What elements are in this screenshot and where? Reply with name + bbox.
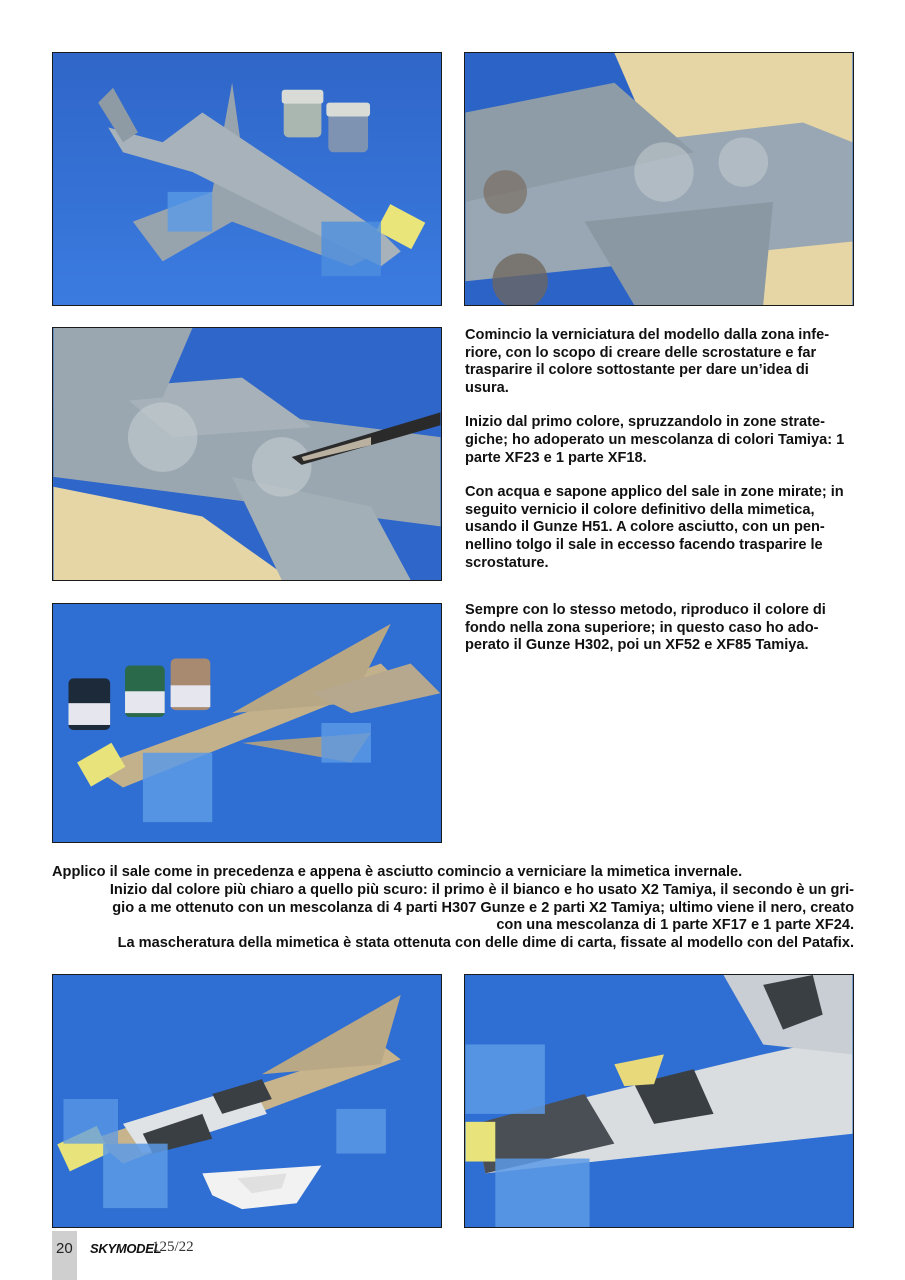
text-line: gio a me ottenuto con un mescolanza di 4 parti H307 Gunze e 2 parti X2 Tamiya; ultimo viene il nero, creato (112, 899, 854, 916)
paragraph: Con acqua e sapone applico del sale in zone mirate; in seguito vernicio il colore definitivo della mimetica, usando il Gunze H51. A colore asciutto, con un pen-nellino tolgo il sale in eccesso facendo trasparire le scrostature. (465, 484, 844, 571)
text-line: La mascheratura della mimetica è stata ottenuta con delle dime di carta, fissate al modello con del Patafix. (117, 935, 854, 952)
photo-image (53, 604, 441, 842)
paragraph: Sempre con lo stesso metodo, riproduco il colore di fondo nella zona superiore; in questo caso ho ado-perato il Gunze H302, poi un XF52 e XF85 Tamiya. (465, 602, 826, 654)
body-text-wide (52, 864, 854, 953)
photo-upper-surface-camo-with-paint-jars (52, 603, 442, 843)
photo-underside-gray-base-with-paint-jars (52, 52, 442, 306)
photo-image (465, 975, 853, 1227)
page-number: 20 (56, 1240, 73, 1257)
photo-underside-closeup-chipping (464, 52, 854, 306)
photo-image (53, 328, 441, 580)
text-line: Inizio dal colore più chiaro a quello più scuro: il primo è il bianco e ho usato X2 Tamiya, il secondo è un gri- (109, 881, 854, 898)
photo-image (53, 975, 441, 1227)
body-text-column-2 (465, 602, 855, 672)
logo-sky: SKY (90, 1241, 116, 1256)
photo-underside-airbrush-detail (52, 327, 442, 581)
photo-image (465, 53, 853, 305)
photo-winter-camo-closeup (464, 974, 854, 1228)
body-text-column-1 (465, 327, 855, 589)
magazine-logo (90, 1241, 161, 1256)
paragraph: Comincio la verniciatura del modello dalla zona infe-riore, con lo scopo di creare delle scrostature e far trasparire il colore sottostante per dare un’idea di usura. (465, 327, 830, 396)
issue-number: 125/22 (152, 1239, 194, 1255)
text-line: Applico il sale come in precedenza e appena è asciutto comincio a verniciare la mimetica invernale. (52, 864, 743, 880)
paragraph: Inizio dal primo colore, spruzzandolo in zone strate-giche; ho adoperato un mescolanza di colori Tamiya: 1 parte XF23 e 1 parte XF18. (465, 414, 845, 466)
photo-winter-camo-with-paper-masks (52, 974, 442, 1228)
text-line: con una mescolanza di 1 parte XF17 e 1 parte XF24. (496, 917, 854, 934)
photo-image (53, 53, 441, 305)
logo-model: MODEL (115, 1241, 162, 1256)
